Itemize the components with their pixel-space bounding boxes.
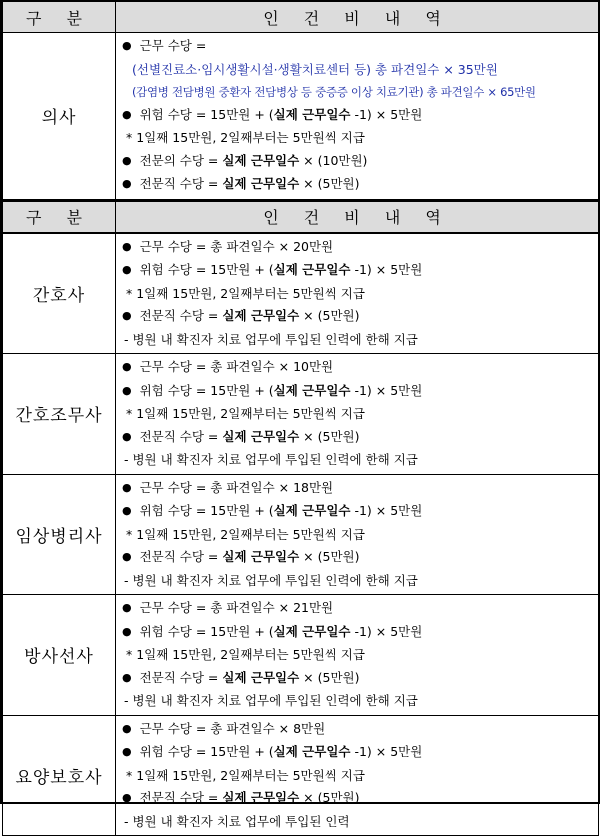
deployment-note: - 병원 내 확진자 치료 업무에 투입된 인력에 한해 지급 — [122, 690, 598, 713]
role-label: 임상병리사 — [3, 474, 116, 595]
risk-text: 위험 수당 = 15만원 + ( — [140, 107, 274, 122]
professional-bold: 실제 근무일수 — [222, 176, 299, 191]
header-details: 인 건 비 내 역 — [116, 1, 599, 33]
professional-text: 전문직 수당 = — [140, 790, 223, 805]
row-content — [116, 595, 599, 716]
professional-text-end: × (5만원) — [299, 176, 359, 191]
professional-bold: 실제 근무일수 — [222, 549, 299, 564]
professional-bold: 실제 근무일수 — [222, 790, 299, 805]
professional-allowance-line — [122, 787, 598, 811]
deployment-note: - 병원 내 확진자 치료 업무에 투입된 인력에 한해 지급 — [122, 449, 598, 472]
risk-text: 위험 수당 = 15만원 + ( — [140, 624, 274, 639]
professional-bold: 실제 근무일수 — [222, 670, 299, 685]
risk-note: * 1일째 15만원, 2일째부터는 5만원씩 지급 — [122, 127, 598, 150]
risk-bold: 실제 근무일수 — [274, 744, 351, 759]
header-category: 구 분 — [3, 1, 116, 33]
row-content — [116, 33, 599, 201]
risk-note: * 1일째 15만원, 2일째부터는 5만원씩 지급 — [122, 283, 598, 306]
risk-allowance-line — [122, 104, 598, 128]
role-label: 방사선사 — [3, 595, 116, 716]
risk-bold: 실제 근무일수 — [274, 262, 351, 277]
row-content — [116, 474, 599, 595]
professional-text-end: × (5만원) — [299, 790, 359, 805]
professional-allowance-line — [122, 546, 598, 570]
professional-text-end: × (5만원) — [299, 429, 359, 444]
professional-bold: 실제 근무일수 — [222, 429, 299, 444]
professional-text: 전문직 수당 = — [140, 549, 223, 564]
risk-note: * 1일째 15만원, 2일째부터는 5만원씩 지급 — [122, 644, 598, 667]
deployment-note: - 병원 내 확진자 치료 업무에 투입된 인력에 한해 지급 — [122, 570, 598, 593]
risk-allowance-line — [122, 741, 598, 765]
risk-text-end: -1) × 5만원 — [350, 262, 422, 277]
role-row — [3, 715, 599, 836]
table-header — [3, 1, 599, 33]
specialist-allowance-line — [122, 150, 598, 174]
risk-bold: 실제 근무일수 — [274, 107, 351, 122]
specialist-text: 전문의 수당 = — [140, 153, 223, 168]
professional-text-end: × (5만원) — [299, 670, 359, 685]
row-doctor — [3, 33, 599, 201]
professional-text-end: × (5만원) — [299, 308, 359, 323]
role-row — [3, 595, 599, 716]
professional-text: 전문직 수당 = — [140, 308, 223, 323]
risk-allowance-line — [122, 621, 598, 645]
role-label: 간호사 — [3, 233, 116, 354]
risk-allowance-line — [122, 380, 598, 404]
work-allowance-line: ● 근무 수당 = 총 파견일수 × 10만원 — [122, 356, 598, 380]
row-content — [116, 233, 599, 354]
work-allowance-detail-2: (감염병 전담병원 중환자 전담병상 등 중증증 이상 치료기관) 총 파견일수 × 65만원 — [122, 81, 598, 104]
risk-note: * 1일째 15만원, 2일째부터는 5만원씩 지급 — [122, 524, 598, 547]
row-content — [116, 354, 599, 475]
work-allowance-detail-1: (선별진료소·임시생활시설·생활치료센터 등) 총 파견일수 × 35만원 — [122, 59, 598, 82]
professional-text-end: × (5만원) — [299, 549, 359, 564]
risk-text: 위험 수당 = 15만원 + ( — [140, 262, 274, 277]
professional-text: 전문직 수당 = — [140, 670, 223, 685]
risk-note: * 1일째 15만원, 2일째부터는 5만원씩 지급 — [122, 403, 598, 426]
risk-bold: 실제 근무일수 — [274, 383, 351, 398]
work-allowance-line: ● 근무 수당 = — [122, 35, 598, 59]
role-label: 요양보호사 — [3, 715, 116, 836]
deployment-note: - 병원 내 확진자 치료 업무에 투입된 인력에 한해 지급 — [122, 329, 598, 352]
risk-allowance-line — [122, 259, 598, 283]
allowance-table-roles — [2, 233, 599, 836]
professional-allowance-line — [122, 305, 598, 329]
risk-bold: 실제 근무일수 — [274, 624, 351, 639]
risk-bold: 실제 근무일수 — [274, 503, 351, 518]
work-allowance-line: ● 근무 수당 = 총 파견일수 × 8만원 — [122, 718, 598, 742]
professional-allowance-line — [122, 667, 598, 691]
specialist-text-end: × (10만원) — [299, 153, 367, 168]
work-allowance-line: ● 근무 수당 = 총 파견일수 × 18만원 — [122, 477, 598, 501]
row-content — [116, 715, 599, 836]
allowance-table — [2, 0, 599, 233]
header-details: 인 건 비 내 역 — [116, 200, 599, 232]
professional-allowance-line — [122, 426, 598, 450]
risk-note: * 1일째 15만원, 2일째부터는 5만원씩 지급 — [122, 765, 598, 788]
work-allowance-line: ● 근무 수당 = 총 파견일수 × 21만원 — [122, 597, 598, 621]
risk-allowance-line — [122, 500, 598, 524]
table-header-repeat — [3, 200, 599, 232]
role-row — [3, 354, 599, 475]
risk-text-end: -1) × 5만원 — [350, 503, 422, 518]
risk-text: 위험 수당 = 15만원 + ( — [140, 383, 274, 398]
deployment-note: - 병원 내 확진자 치료 업무에 투입된 인력 — [122, 811, 598, 834]
header-category: 구 분 — [3, 200, 116, 232]
specialist-bold: 실제 근무일수 — [222, 153, 299, 168]
professional-allowance-line — [122, 173, 598, 197]
role-row — [3, 233, 599, 354]
risk-text-end: -1) × 5만원 — [350, 624, 422, 639]
work-allowance-line: ● 근무 수당 = 총 파견일수 × 20만원 — [122, 236, 598, 260]
risk-text-end: -1) × 5만원 — [350, 744, 422, 759]
risk-text: 위험 수당 = 15만원 + ( — [140, 503, 274, 518]
risk-text-end: -1) × 5만원 — [350, 383, 422, 398]
role-label: 의사 — [3, 33, 116, 201]
professional-text: 전문직 수당 = — [140, 176, 223, 191]
role-row — [3, 474, 599, 595]
risk-text-end: -1) × 5만원 — [350, 107, 422, 122]
risk-text: 위험 수당 = 15만원 + ( — [140, 744, 274, 759]
professional-bold: 실제 근무일수 — [222, 308, 299, 323]
professional-text: 전문직 수당 = — [140, 429, 223, 444]
role-label: 간호조무사 — [3, 354, 116, 475]
